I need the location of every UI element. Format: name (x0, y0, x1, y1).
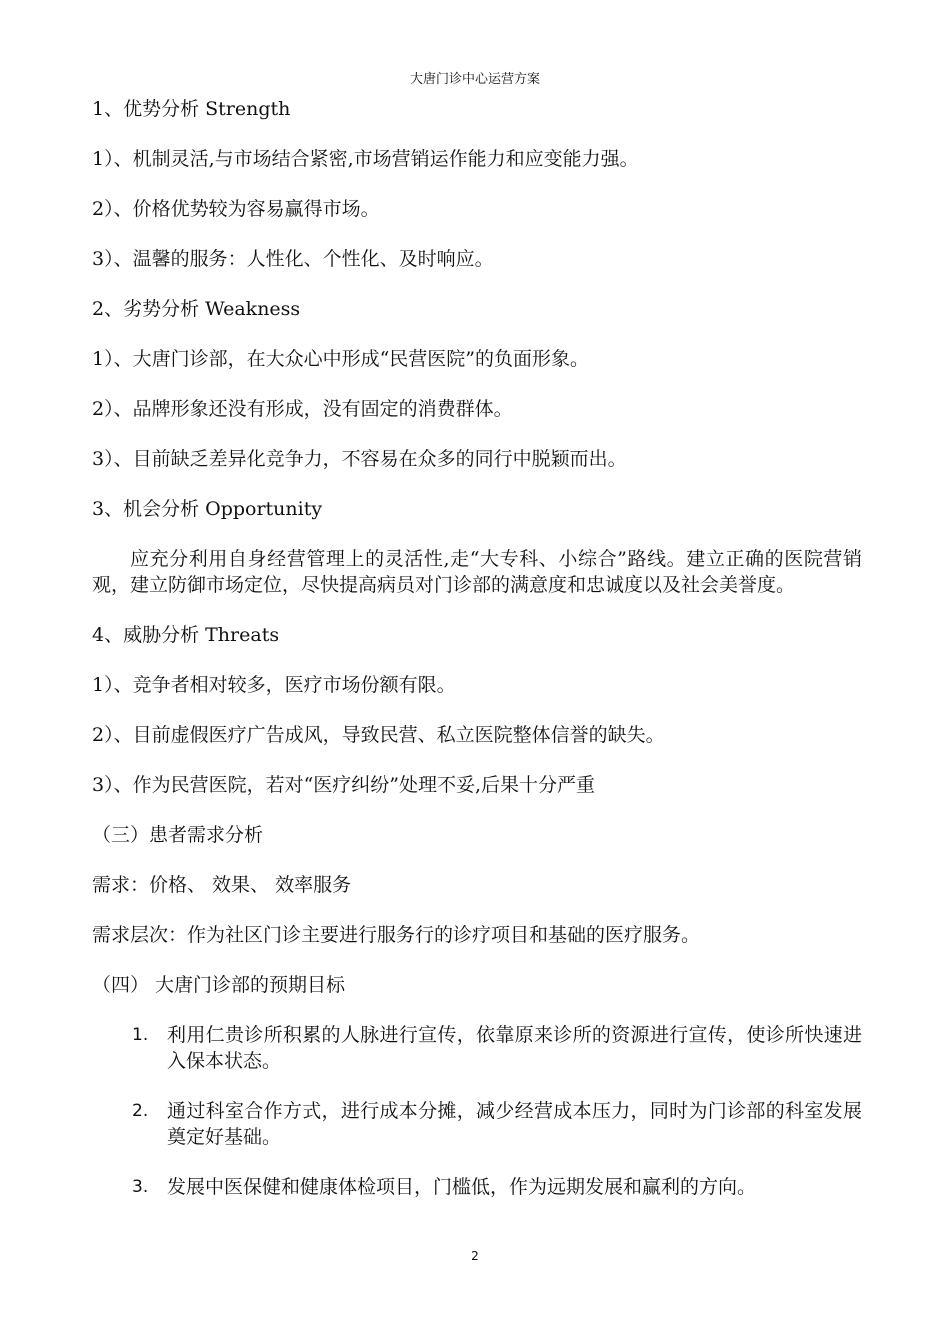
paragraph: 2）、品牌形象还没有形成，没有固定的消费群体。 (92, 398, 513, 420)
page-header: 大唐门诊中心运营方案 (409, 72, 540, 87)
list-item-text: 利用仁贵诊所积累的人脉进行宣传，依靠原来诊所的资源进行宣传，使诊所快速进入保本状态。 (167, 1024, 862, 1072)
section-heading-goals: （四） 大唐门诊部的预期目标 (92, 974, 346, 996)
document-body (92, 96, 862, 1224)
list-item (92, 1022, 862, 1074)
page-number: 2 (471, 1249, 479, 1263)
list-number: 2. (132, 1101, 149, 1121)
section-heading-weakness: 2、劣势分析 Weakness (92, 298, 301, 320)
section-heading-patient-needs: （三）患者需求分析 (92, 824, 264, 846)
paragraph: 需求：价格、 效果、 效率服务 (92, 874, 352, 896)
paragraph: 1）、竞争者相对较多，医疗市场份额有限。 (92, 674, 456, 696)
paragraph: 3）、温馨的服务：人性化、个性化、及时响应。 (92, 248, 494, 270)
list-item (92, 1174, 862, 1200)
paragraph: 3）、目前缺乏差异化竞争力，不容易在众多的同行中脱颖而出。 (92, 448, 627, 470)
goals-list (92, 1022, 862, 1200)
list-number: 3. (132, 1177, 149, 1197)
section-heading-strength: 1、优势分析 Strength (92, 98, 291, 120)
section-heading-threats: 4、威胁分析 Threats (92, 624, 280, 646)
list-number: 1. (132, 1025, 149, 1045)
paragraph: 2）、目前虚假医疗广告成风，导致民营、私立医院整体信誉的缺失。 (92, 724, 665, 746)
paragraph: 2）、价格优势较为容易赢得市场。 (92, 198, 380, 220)
paragraph: 3）、作为民营医院，若对“医疗纠纷”处理不妥,后果十分严重 (92, 774, 596, 796)
paragraph: 1）、大唐门诊部，在大众心中形成“民营医院”的负面形象。 (92, 348, 590, 370)
paragraph-opportunity-body: 应充分利用自身经营管理上的灵活性,走“大专科、小综合”路线。建立正确的医院营销观，建立防御市场定位，尽快提高病员对门诊部的满意度和忠诚度以及社会美誉度。 (92, 548, 862, 596)
paragraph: 需求层次：作为社区门诊主要进行服务行的诊疗项目和基础的医疗服务。 (92, 924, 701, 946)
paragraph: 1）、机制灵活,与市场结合紧密,市场营销运作能力和应变能力强。 (92, 148, 639, 170)
list-item-text: 发展中医保健和健康体检项目，门槛低，作为远期发展和赢利的方向。 (167, 1176, 757, 1198)
list-item (92, 1098, 862, 1150)
list-item-text: 通过科室合作方式，进行成本分摊，减少经营成本压力，同时为门诊部的科室发展奠定好基础。 (167, 1100, 862, 1148)
section-heading-opportunity: 3、机会分析 Opportunity (92, 498, 323, 520)
